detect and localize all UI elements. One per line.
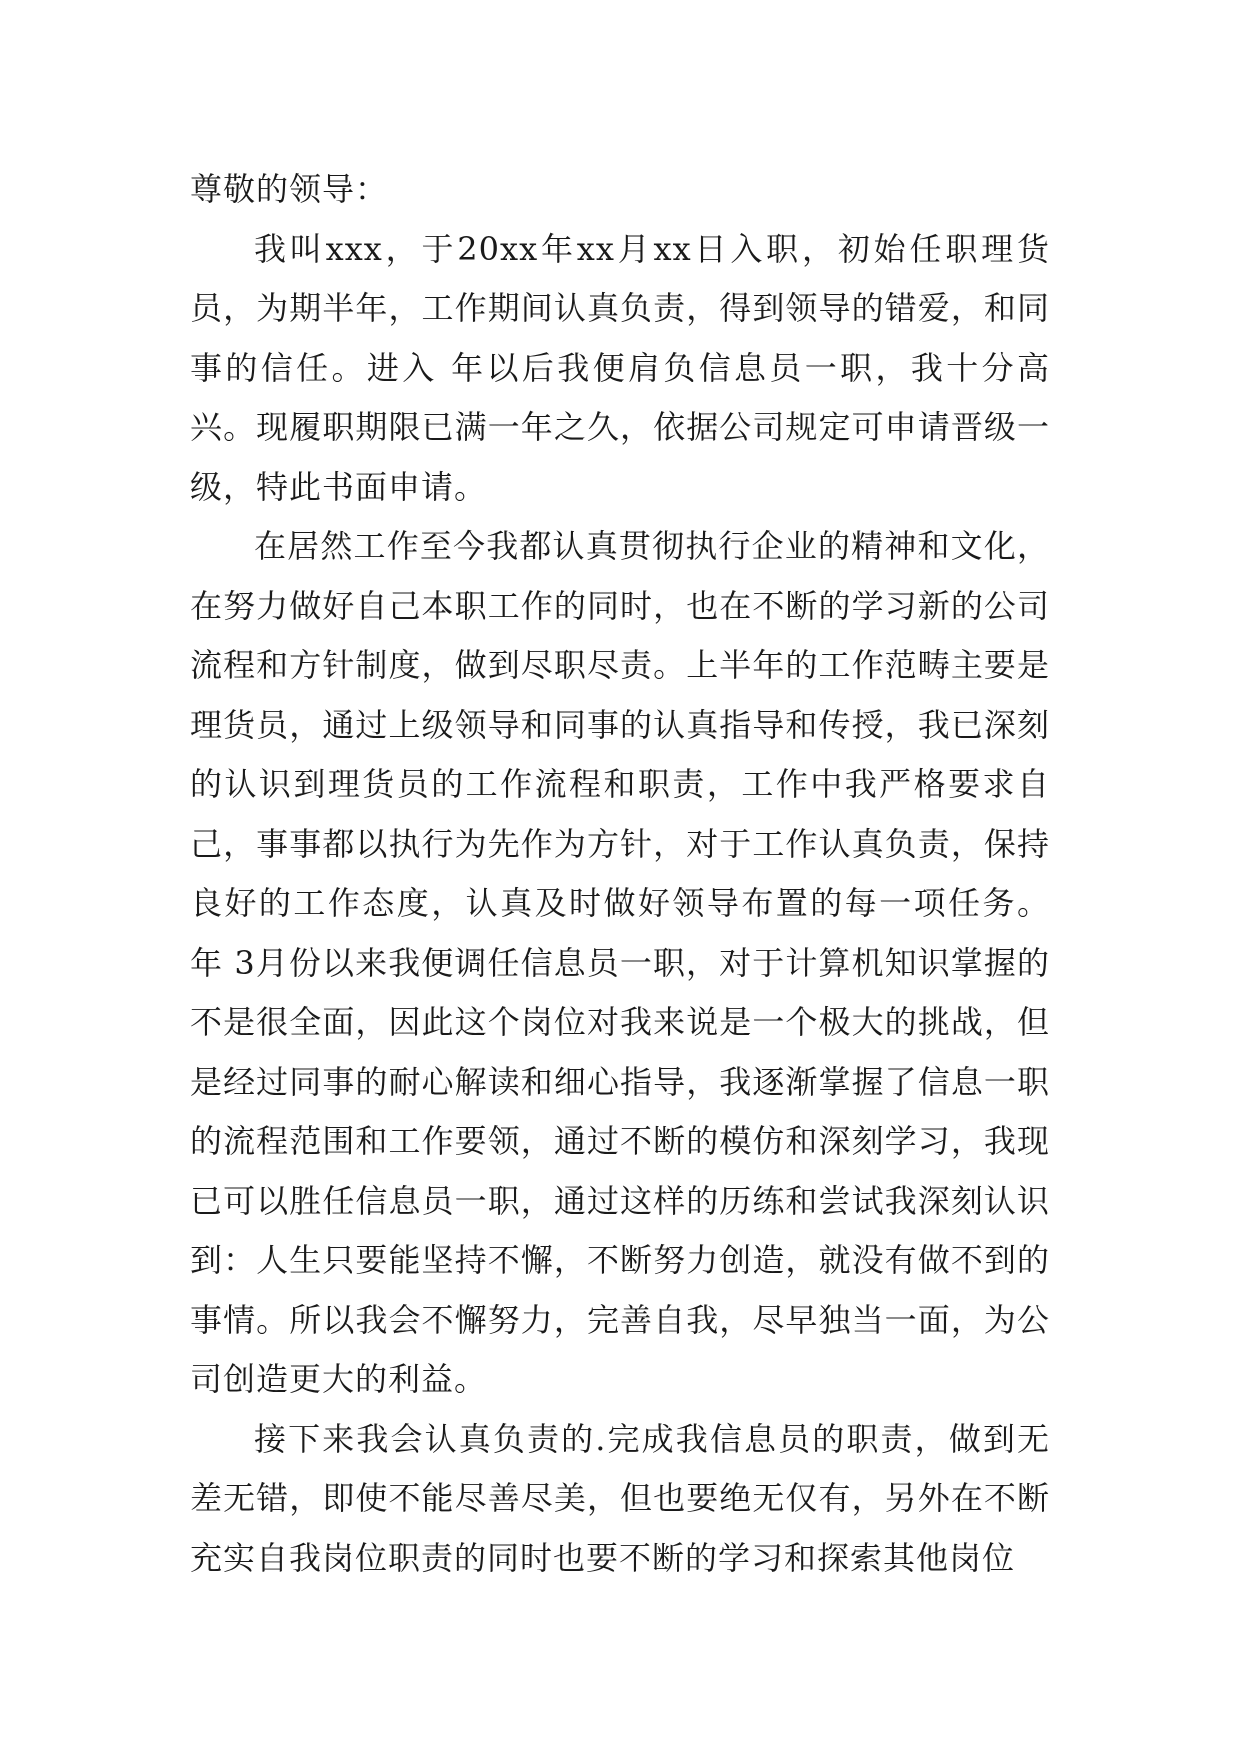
- paragraph-3: 接下来我会认真负责的.完成我信息员的职责，做到无差无错，即使不能尽善尽美，但也要绝无仅有，另外在不断充实自我岗位职责的同时也要不断的学习和探索其他岗位: [190, 1419, 1050, 1577]
- letter-body: [190, 160, 1050, 1588]
- paragraph-1: 我叫xxx，于20xx年xx月xx日入职，初始任职理货员，为期半年，工作期间认真负责，得到领导的错爱，和同事的信任。进入 年以后我便肩负信息员一职，我十分高兴。现履职期限已满一年之久，依据公司规定可申请晋级一级，特此书面申请。: [190, 229, 1050, 506]
- salutation: 尊敬的领导：: [190, 170, 389, 208]
- paragraph-2: 在居然工作至今我都认真贯彻执行企业的精神和文化，在努力做好自己本职工作的同时，也在不断的学习新的公司流程和方针制度，做到尽职尽责。上半年的工作范畴主要是理货员，通过上级领导和同事的认真指导和传授，我已深刻的认识到理货员的工作流程和职责，工作中我严格要求自己，事事都以执行为先作为方针，对于工作认真负责，保持良好的工作态度，认真及时做好领导布置的每一项任务。 年 3月份以来我便调任信息员一职，对于计算机知识掌握的不是很全面，因此这个岗位对我来说是一个极大的挑战，但是经过同事的耐心解读和细心指导，我逐渐掌握了信息一职的流程范围和工作要领，通过不断的模仿和深刻学习，我现已可以胜任信息员一职，通过这样的历练和尝试我深刻认识到：人生只要能坚持不懈，不断努力创造，就没有做不到的事情。所以我会不懈努力，完善自我，尽早独当一面，为公司创造更大的利益。: [190, 527, 1050, 1398]
